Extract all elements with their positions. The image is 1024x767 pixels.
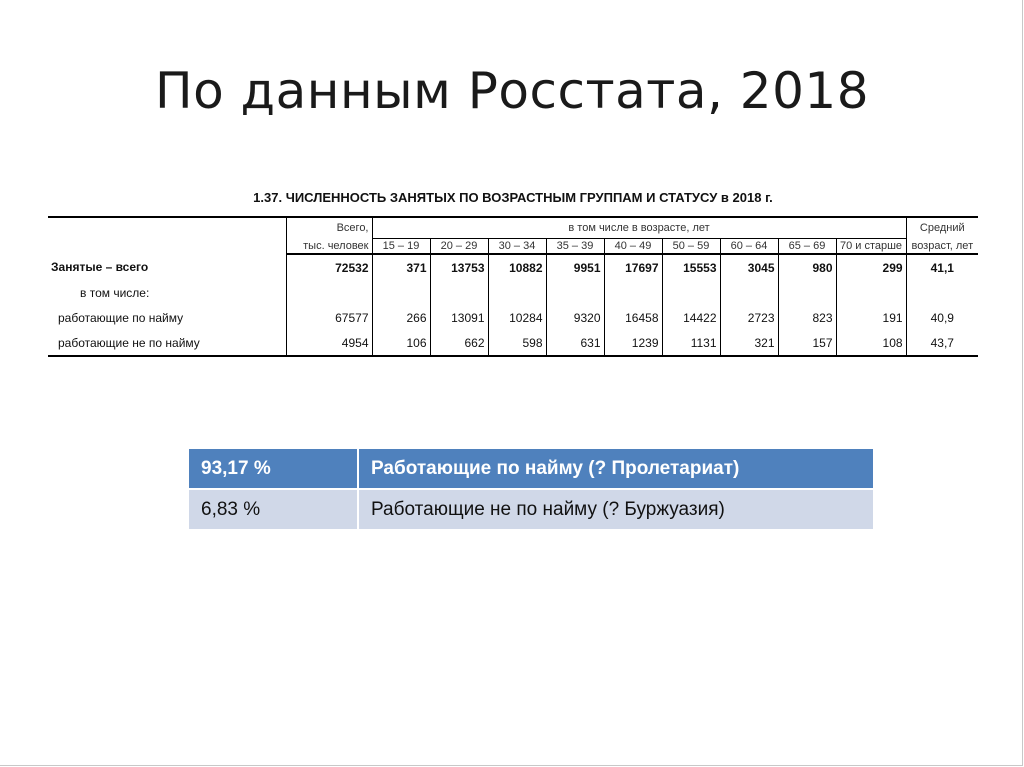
- cell-empty: [546, 280, 604, 305]
- header-total-unit: тыс. человек: [286, 239, 372, 255]
- table-row: [48, 305, 978, 330]
- header-age-group: 60 – 64: [720, 239, 778, 255]
- header-age-group: 70 и старше: [836, 239, 906, 255]
- cell-value: 10284: [488, 305, 546, 330]
- cell-value: 14422: [662, 305, 720, 330]
- header-age-group: 50 – 59: [662, 239, 720, 255]
- summary-row: [189, 489, 873, 529]
- stat-table: [48, 216, 978, 357]
- cell-value: 980: [778, 254, 836, 280]
- cell-value: 191: [836, 305, 906, 330]
- header-age-group: 40 – 49: [604, 239, 662, 255]
- header-age-group: 35 – 39: [546, 239, 604, 255]
- cell-value: 321: [720, 330, 778, 356]
- cell-value: 598: [488, 330, 546, 356]
- row-label: Занятые – всего: [51, 260, 149, 274]
- cell-avg: 41,1: [906, 254, 978, 280]
- cell-value: 1131: [662, 330, 720, 356]
- cell-empty: [430, 280, 488, 305]
- cell-value: 3045: [720, 254, 778, 280]
- cell-value: 823: [778, 305, 836, 330]
- summary-label: Работающие не по найму (? Буржуазия): [358, 489, 873, 529]
- cell-value: 9951: [546, 254, 604, 280]
- cell-value: 15553: [662, 254, 720, 280]
- header-avg-age: Средний: [906, 217, 978, 239]
- summary-label: Работающие по найму (? Пролетариат): [358, 449, 873, 489]
- row-label: работающие не по найму: [48, 330, 286, 356]
- stat-table-caption: 1.37. ЧИСЛЕННОСТЬ ЗАНЯТЫХ ПО ВОЗРАСТНЫМ ГРУППАМ И СТАТУСУ в 2018 г.: [253, 190, 773, 205]
- slide-title: По данным Росстата, 2018: [154, 62, 870, 120]
- cell-value: 299: [836, 254, 906, 280]
- cell-empty: [662, 280, 720, 305]
- header-total: Всего,: [286, 217, 372, 239]
- cell-avg: 40,9: [906, 305, 978, 330]
- cell-value: 13091: [430, 305, 488, 330]
- cell-empty: [286, 280, 372, 305]
- header-age-group: 30 – 34: [488, 239, 546, 255]
- cell-avg: 43,7: [906, 330, 978, 356]
- cell-value: 266: [372, 305, 430, 330]
- table-row: [48, 330, 978, 356]
- cell-value: 13753: [430, 254, 488, 280]
- cell-value: 2723: [720, 305, 778, 330]
- row-label: работающие по найму: [58, 310, 184, 325]
- header-ages-group: в том числе в возрасте, лет: [372, 217, 906, 239]
- cell-value: 1239: [604, 330, 662, 356]
- cell-value: 9320: [546, 305, 604, 330]
- table-row: [48, 254, 978, 280]
- summary-row: [189, 449, 873, 489]
- cell-empty: [488, 280, 546, 305]
- cell-total: 67577: [286, 305, 372, 330]
- header-corner: [48, 217, 286, 254]
- summary-percent: 93,17 %: [189, 449, 358, 489]
- cell-empty: [604, 280, 662, 305]
- header-age-group: 65 – 69: [778, 239, 836, 255]
- cell-total: 4954: [286, 330, 372, 356]
- cell-total: 72532: [286, 254, 372, 280]
- cell-value: 371: [372, 254, 430, 280]
- cell-value: 108: [836, 330, 906, 356]
- cell-empty: [906, 280, 978, 305]
- cell-value: 17697: [604, 254, 662, 280]
- summary-table: [189, 449, 873, 529]
- cell-empty: [720, 280, 778, 305]
- cell-value: 631: [546, 330, 604, 356]
- cell-empty: [372, 280, 430, 305]
- cell-value: 106: [372, 330, 430, 356]
- header-age-group: 15 – 19: [372, 239, 430, 255]
- row-label: в том числе:: [80, 285, 150, 300]
- header-avg-age-unit: возраст, лет: [906, 239, 978, 255]
- cell-value: 157: [778, 330, 836, 356]
- cell-value: 10882: [488, 254, 546, 280]
- cell-value: 16458: [604, 305, 662, 330]
- table-row: [48, 280, 978, 305]
- cell-value: 662: [430, 330, 488, 356]
- cell-empty: [778, 280, 836, 305]
- header-age-group: 20 – 29: [430, 239, 488, 255]
- summary-percent: 6,83 %: [189, 489, 358, 529]
- cell-empty: [836, 280, 906, 305]
